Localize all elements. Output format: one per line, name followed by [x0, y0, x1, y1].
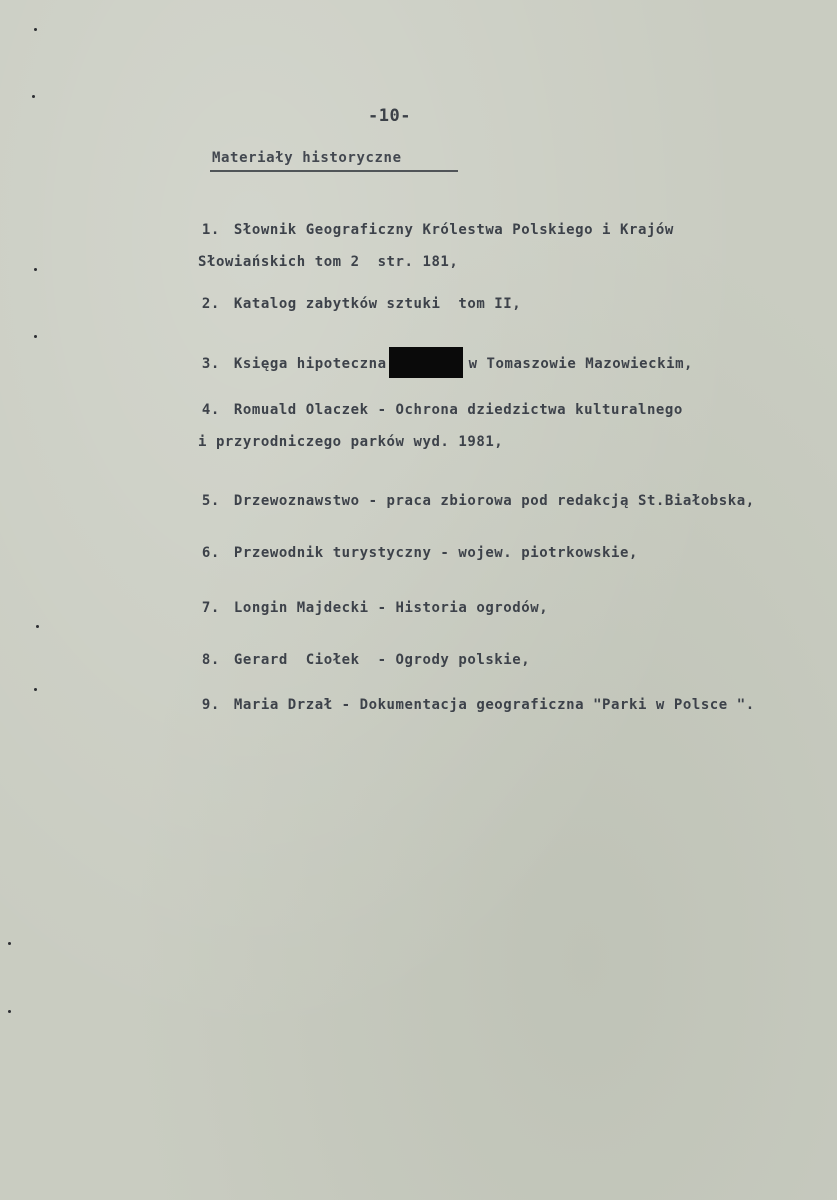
list-item — [166, 386, 683, 482]
item-text-continuation: i przyrodniczego parków wyd. 1981, — [198, 434, 504, 450]
item-text: Katalog zabytków sztuki tom II, — [233, 296, 522, 312]
list-item — [166, 681, 755, 729]
redaction-block — [389, 347, 463, 378]
list-item — [166, 280, 521, 328]
item-number: 7. — [201, 600, 220, 616]
section-heading: Materiały historyczne — [212, 150, 402, 166]
margin-speck — [34, 268, 37, 271]
list-item — [166, 331, 693, 394]
list-item — [166, 584, 548, 632]
item-number: 9. — [201, 697, 220, 713]
item-text: Przewodnik turystyczny - wojew. piotrkowskie, — [233, 545, 638, 561]
item-number: 6. — [201, 545, 220, 561]
list-item — [166, 529, 638, 577]
margin-speck — [34, 335, 37, 338]
item-number: 5. — [201, 493, 220, 509]
item-text: Longin Majdecki - Historia ogrodów, — [233, 600, 549, 616]
item-text: Księga hipoteczna — [233, 356, 387, 372]
margin-speck — [8, 942, 11, 945]
item-text: Gerard Ciołek - Ogrody polskie, — [233, 652, 531, 668]
item-number: 2. — [201, 296, 220, 312]
margin-speck — [36, 625, 39, 628]
item-number: 1. — [201, 222, 220, 238]
item-text: Romuald Olaczek - Ochrona dziedzictwa kulturalnego — [233, 402, 683, 418]
item-text: Drzewoznawstwo - praca zbiorowa pod redakcją St.Białobska, — [233, 493, 755, 509]
margin-speck — [32, 95, 35, 98]
item-text-continuation: Słowiańskich tom 2 str. 181, — [198, 254, 459, 270]
item-number: 8. — [201, 652, 220, 668]
margin-speck — [34, 688, 37, 691]
margin-speck — [8, 1010, 11, 1013]
item-text: w Tomaszowie Mazowieckim, — [468, 356, 694, 372]
margin-speck — [34, 28, 37, 31]
item-number: 4. — [201, 402, 220, 418]
page-number: -10- — [368, 106, 411, 126]
item-number: 3. — [201, 356, 220, 372]
item-text: Maria Drzał - Dokumentacja geograficzna "Parki w Polsce ". — [233, 697, 755, 713]
list-item — [166, 477, 755, 525]
list-item — [166, 636, 530, 684]
heading-underline — [210, 170, 458, 172]
item-text: Słownik Geograficzny Królestwa Polskiego i Krajów — [233, 222, 674, 238]
